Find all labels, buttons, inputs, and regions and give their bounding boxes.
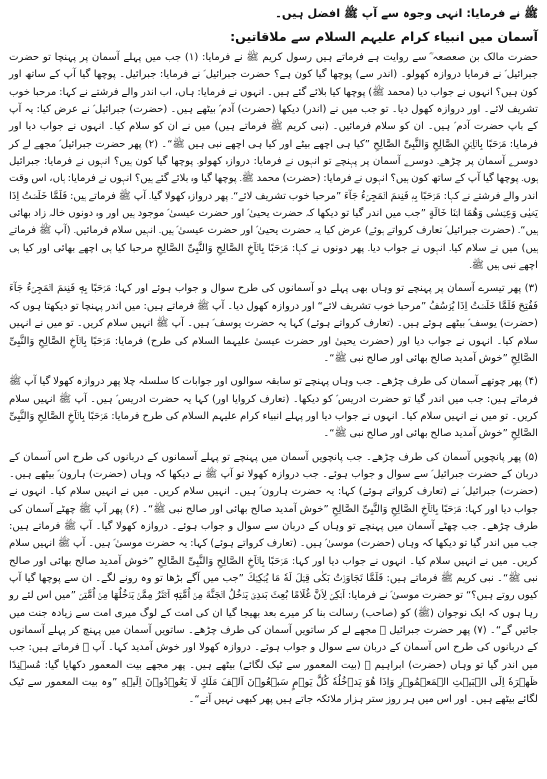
paragraph-3: (۴) پھر چوتھے آسمان کی طرف چڑھے۔ جب وہاں پہنچے تو سابقہ سوالوں اور جوابات کا سلسلہ چلا پھر دروازہ کھولا گیا آپ ﷺ فرماتے ہیں: جب میں اندر گیا تو حضرت ادریس ؑ کو دیکھا۔ (تعارف کروایا اور) کہا یہ حضرت ادریس ؑ ہیں۔ آپ ﷺ انہیں سلام کریں۔ تو میں نے انہیں سلام کیا۔ انہوں نے جواب دیا اور پہلے انبیاء کرام علیہم السلام کی طرح فرمایا: مَرۡحَبًا بِالۡاَخِ الصَّالِحِ وَالنَّبِیِّ الصَّالِحِ ”خوش آمدید صالح بھائی اور صالح نبی ﷺ“۔: [9, 376, 538, 440]
paragraph-4: (۵) پھر پانچویں آسمان کی طرف چڑھے۔ جب پانچویں آسمان میں پہنچے تو پہلے آسمانوں کے دربانوں کی طرح اس آسمان کے دربان کے حضرت جبرائیل ؑ سے سوال و جواب ہوئے۔ جب دروازہ کھولا تو آپ ﷺ نے دیکھا کہ وہاں (حضرت) ہارون ؑ بیٹھے ہیں۔ (حضرت) جبرائیل ؑ نے (تعارف کرواتے ہوئے) کہا: یہ حضرت ہارون ؑ ہیں۔ انہیں سلام کریں۔ میں نے انہیں سلام کیا۔ انہوں نے جواب دیا اور کہا: مَرۡحَبًا بِالۡاَخِ الصَّالِحِ وَالنَّبِیِّ الصَّالِحِ ”خوش آمدید صالح بھائی اور صالح نبی ﷺ“۔ (۶) پھر آپ ﷺ چھٹے آسمان کی طرف چڑھے۔ جب چھٹے آسمان میں پہنچے تو وہاں کے دربان سے سوال و جواب ہوئے۔ دروازہ کھولا گیا۔ آپ ﷺ فرماتے ہیں: جب میں اندر گیا تو دیکھا کہ وہاں (حضرت) موسیٰ ؑ ہیں۔ (تعارف کرواتے ہوئے) کہا: یہ حضرت موسیٰ ؑ ہیں۔ آپ ﷺ انہیں سلام کریں۔ میں نے انہیں سلام کیا۔ انہوں نے جواب دیا اور کہا: مَرۡحَبًا بِالۡاَخِ الصَّالِحِ وَالنَّبِیِّ الصَّالِحِ ”خوش آمدید صالح بھائی اور صالح نبی ﷺ“۔ نبی کریم ﷺ فرماتے ہیں: فَلَمَّا تَجَاوَزۡتُ بَکٰی قِیۡلَ لَهٗ مَا یُبۡکِیۡكَ ”جب میں آگے بڑھا تو وہ رونے لگے۔ ان سے پوچھا گیا آپ کیوں روتے ہیں؟“ تو حضرت موسیٰ ؑ نے فرمایا: اَبۡکِیۡ لِاَنَّ غُلَامًا بُعِثَ بَعۡدِیۡ یَدۡخُلُ الۡجَنَّةَ مِنۡ اُمَّتِهٖ اَکۡثَرُ مِمَّنۡ یَدۡخُلُهَا مِنۡ اُمَّتِیۡ ”میں اس لئے رو رہا ہوں کہ ایک نوجوان (ﷺ) کو (صاحب) رسالت بنا کر میرے بعد بھیجا گیا ان کی امت کے لوگ میری امت سے زیادہ جنت میں جائیں گے“۔ (۷) پھر حضرت جبرائیل ؑ مجھے لے کر ساتویں آسمان کی طرف چڑھے۔ ساتویں آسمان میں پہنچ کر پہلے آسمانوں کے دربانوں کی طرح اس آسمان کے دربان سے سوال و جواب ہوئے۔ دروازہ کھولا اور خوش آمدید کہا۔ آپ ﷺ فرماتے ہیں: جب میں اندر گیا تو وہاں (حضرت) ابراہیم ؑ (بیت المعمور سے ٹیک لگائے) بیٹھے ہیں۔ پھر مجھے بیت المعمور دکھایا گیا: مُسۡنِدًا ظَهۡرَهٗ اِلَی الۡبَیۡتِ الۡمَعۡمُوۡرِ وَاِذَا هُوَ یَدۡخُلُهٗ کُلَّ یَوۡمٍ سَبۡعُوۡنَ اَلۡفَ مَلَكٍ لَا یَعُوۡدُوۡنَ اِلَیۡهِ ”وہ بیت المعمور سے ٹیک لگائے بیٹھے ہیں۔ اور اس میں ہر روز ستر ہزار ملائکہ جاتے ہیں پھر کبھی نہیں آتے“۔: [9, 451, 538, 706]
section-heading: آسمان میں انبیاء کرام علیہم السلام سے ملاقاتیں:: [230, 29, 538, 44]
opening-line: ﷺ نے فرمایا: انہی وجوہ سے آپ ﷺ افضل ہیں۔: [275, 6, 538, 20]
paragraph-2: (۳) پھر تیسرے آسمان پر پہنچے تو وہاں بھی پہلے دو آسمانوں کی طرح سوال و جواب ہوئے اور کہا: مَرۡحَبًا بِهٖ فَنِعۡمَ الۡمَجِیۡءُ جَآءَ فَفُتِحَ فَلَمَّا خَلَصۡتُ اِذَا یُوۡسُفُ ”مرحبا خوب تشریف لائے“ اور دروازہ کھول دیا۔ آپ ﷺ فرماتے ہیں: میں اندر پہنچا تو دیکھتا ہوں کہ (حضرت) یوسف ؑ بیٹھے ہوئے ہیں۔ (تعارف کرواتے ہوئے) کہا یہ حضرت یوسف ؑ ہیں۔ آپ ﷺ انہیں سلام کریں۔ تو میں نے انہیں سلام کیا۔ انہوں نے جواب دیا اور (حضرت یحییٰ اور حضرت عیسیٰ علیہما السلام کی طرح) فرمایا: مَرۡحَبًا بِالۡاَخِ الصَّالِحِ وَالنَّبِیِّ الصَّالِحِ ”خوش آمدید صالح بھائی اور صالح نبی ﷺ“۔: [9, 283, 538, 364]
paragraph-1: حضرت مالک بن صعصعہ ؓ سے روایت ہے فرماتے ہیں رسول کریم ﷺ نے فرمایا: (۱) جب میں پہلے آسمان پر پہنچا تو حضرت جبرائیل ؑ نے فرمایا دروازہ کھولو۔ (اندر سے) پوچھا گیا کون ہے؟ حضرت جبرائیل ؑ نے فرمایا: جبرائیل۔ پوچھا گیا آپ کے ساتھ اور کون ہیں؟ انہوں نے جواب دیا (محمد ﷺ) پوچھا کیا بلائے گئے ہیں۔ انہوں نے فرمایا: ہاں، اب اندر والے فرشتے نے کہا: مرحبا خوب تشریف لائے۔ اور دروازہ کھول دیا۔ تو جب میں نے (اندر) دیکھا (حضرت) آدم ؑ بیٹھے ہیں۔ (حضرت) جبرائیل ؑ نے عرض کیا: یہ آپ کے باپ حضرت آدم ؑ ہیں۔ ان کو سلام فرمائیں۔ (نبی کریم ﷺ فرماتے ہیں) میں نے ان کو سلام کیا۔ انہوں نے جواب دیا اور فرمایا: مَرۡحَبًا بِالۡاِبۡنِ الصَّالِحِ وَالنَّبِیِّ الصَّالِحِ ”کیا ہی اچھے بیٹے اور کیا ہی اچھے نبی ہیں ﷺ“۔ (۲) پھر حضرت جبرائیل ؑ مجھے لے کر دوسرے آسمان پر چڑھے۔ دوسرے آسمان پر پہنچے تو انہوں نے فرمایا: دروازہ کھولو۔ پوچھا گیا کون ہیں؟ انہوں نے فرمایا: جبرائیل ہوں۔ پوچھا گیا آپ کے ساتھ کون ہیں؟ انہوں نے فرمایا: (حضرت) محمد ﷺ۔ پوچھا گیا وہ بلائے گئے ہیں؟ انہوں نے فرمایا: ہاں، اس وقت اندر والے فرشتے نے کہا: مَرۡحَبًا بِهٖ فَنِعۡمَ الۡمَجِیۡءُ جَآءَ ”مرحبا خوب تشریف لائے“۔ پھر دروازہ کھولا گیا۔ آپ ﷺ فرماتے ہیں: فَلَمَّا خَلَصۡتُ اِذَا یَحۡیٰی وَعِیۡسٰی وَهُمَا ابۡنَا خَالَةٍ ”جب میں اندر گیا تو دیکھا کہ حضرت یحییٰ ؑ اور حضرت عیسیٰ ؑ موجود ہیں اور وہ دونوں خالہ زاد بھائی ہیں“۔ (حضرت جبرائیل ؑ تعارف کرواتے ہوئے) عرض کیا یہ حضرت یحییٰ ؑ اور حضرت عیسیٰ ؑ ہیں۔ انہیں سلام فرمائیں۔ (آپ ﷺ فرماتے ہیں) میں نے سلام کیا۔ انہوں نے جواب دیا۔ پھر دونوں نے کہا: مَرۡحَبًا بِالۡاَخِ الصَّالِحِ وَالنَّبِیِّ الصَّالِحِ مرحبا کیا ہی اچھے بھائی اور کیا ہی اچھے نبی ہیں ﷺ۔: [9, 52, 538, 272]
